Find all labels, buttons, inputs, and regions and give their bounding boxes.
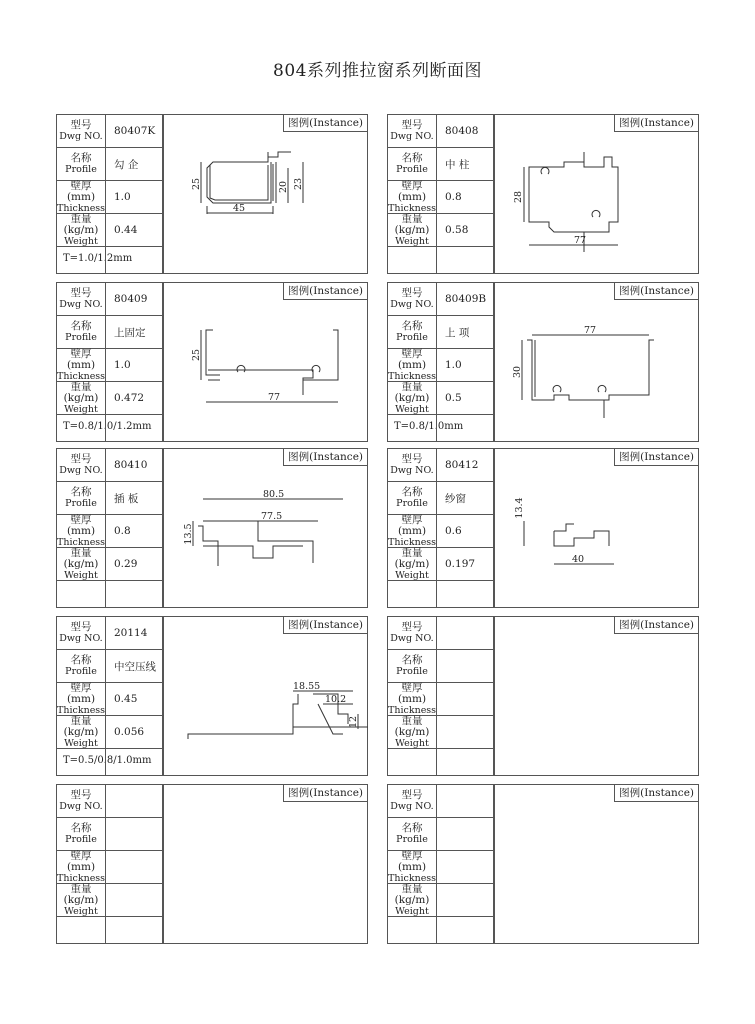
profile-label: 名称 Profile: [57, 818, 106, 851]
instance-label: 图例(Instance): [283, 283, 367, 300]
weight-label: 重量 (kg/m) Weight: [57, 382, 106, 415]
note-cell-border: [57, 917, 106, 943]
instance-label: 图例(Instance): [614, 785, 698, 802]
profile-card: [387, 616, 699, 776]
profile-card: [387, 784, 699, 944]
dwg-value: 80409: [106, 283, 163, 316]
thick-label: 壁厚 (mm) Thickness: [57, 681, 106, 716]
profile-value: 中空压线: [106, 650, 163, 683]
thickness-note: T=1.0/1.2mm: [57, 243, 163, 273]
thick-label: 壁厚 (mm) Thickness: [57, 179, 106, 214]
profile-label: 名称 Profile: [388, 482, 437, 515]
thickness-note: T=0.5/0.8/1.0mm: [57, 745, 163, 775]
profile-value: [106, 818, 163, 851]
dwg-value: [437, 617, 494, 650]
weight-value: 0.29: [106, 548, 163, 581]
dwg-value: [106, 785, 163, 818]
dimension-label: 77: [584, 325, 597, 336]
dwg-value: 80412: [437, 449, 494, 482]
thickness-note: T=0.8/1.0mm: [388, 411, 494, 441]
dwg-label: 型号 Dwg NO.: [57, 283, 106, 316]
dimension-label: 25: [191, 348, 202, 362]
profile-value: 插 板: [106, 482, 163, 515]
dimension-label: 80.5: [263, 489, 285, 500]
note-cell-border: [388, 415, 437, 441]
section-drawing: [494, 466, 699, 607]
note-cell-border: [57, 749, 106, 775]
dwg-label: 型号 Dwg NO.: [57, 785, 106, 818]
thick-value: 1.0: [106, 349, 163, 382]
thick-value: [437, 851, 494, 884]
profile-value: [437, 818, 494, 851]
profile-value: 上 项: [437, 316, 494, 349]
thick-label: 壁厚 (mm) Thickness: [388, 179, 437, 214]
profile-label: 名称 Profile: [57, 316, 106, 349]
dwg-label: 型号 Dwg NO.: [388, 449, 437, 482]
note-cell-border: [388, 917, 437, 943]
dimension-label: 18.55: [293, 681, 321, 692]
profile-label: 名称 Profile: [57, 148, 106, 181]
weight-value: 0.056: [106, 716, 163, 749]
profile-label: 名称 Profile: [57, 482, 106, 515]
weight-value: 0.5: [437, 382, 494, 415]
weight-value: 0.44: [106, 214, 163, 247]
dwg-label: 型号 Dwg NO.: [388, 785, 437, 818]
profile-card: [56, 114, 368, 274]
dimension-label: 30: [512, 365, 523, 379]
dimension-label: 20: [278, 180, 289, 194]
instance-label: 图例(Instance): [614, 115, 698, 132]
dwg-label: 型号 Dwg NO.: [57, 449, 106, 482]
weight-value: 0.197: [437, 548, 494, 581]
thickness-note: T=0.8/1.0/1.2mm: [57, 411, 163, 441]
profile-card: [387, 448, 699, 608]
profile-card: [56, 282, 368, 442]
weight-label: 重量 (kg/m) Weight: [388, 548, 437, 581]
profile-card: [387, 114, 699, 274]
dwg-label: 型号 Dwg NO.: [57, 617, 106, 650]
section-drawing: [163, 300, 368, 441]
instance-label: 图例(Instance): [283, 449, 367, 466]
dwg-value: 80407K: [106, 115, 163, 148]
dwg-value: 80409B: [437, 283, 494, 316]
thick-label: 壁厚 (mm) Thickness: [388, 513, 437, 548]
note-cell-border: [57, 247, 106, 273]
note-cell-border: [388, 581, 437, 607]
dimension-label: 25: [191, 177, 202, 191]
weight-label: 重量 (kg/m) Weight: [388, 382, 437, 415]
instance-label: 图例(Instance): [283, 115, 367, 132]
thick-label: 壁厚 (mm) Thickness: [57, 513, 106, 548]
dwg-label: 型号 Dwg NO.: [388, 617, 437, 650]
profile-label: 名称 Profile: [388, 650, 437, 683]
profile-value: 纱窗: [437, 482, 494, 515]
dimension-label: 45: [233, 203, 246, 214]
thick-value: 1.0: [437, 349, 494, 382]
dimension-label: 13.5: [183, 523, 194, 545]
dimension-label: 13.4: [514, 497, 525, 519]
dwg-value: 80408: [437, 115, 494, 148]
weight-label: 重量 (kg/m) Weight: [388, 214, 437, 247]
profile-card: [387, 282, 699, 442]
dwg-value: 20114: [106, 617, 163, 650]
weight-value: 0.472: [106, 382, 163, 415]
dwg-value: 80410: [106, 449, 163, 482]
instance-label: 图例(Instance): [614, 617, 698, 634]
profile-value: [437, 650, 494, 683]
profile-label: 名称 Profile: [388, 316, 437, 349]
instance-label: 图例(Instance): [614, 283, 698, 300]
note-cell-border: [57, 581, 106, 607]
weight-label: 重量 (kg/m) Weight: [57, 716, 106, 749]
thick-value: 1.0: [106, 181, 163, 214]
section-drawing: [494, 132, 699, 273]
dimension-label: 40: [572, 554, 585, 565]
instance-label: 图例(Instance): [283, 617, 367, 634]
instance-label: 图例(Instance): [283, 785, 367, 802]
note-cell-border: [57, 415, 106, 441]
weight-label: 重量 (kg/m) Weight: [57, 214, 106, 247]
thick-label: 壁厚 (mm) Thickness: [57, 347, 106, 382]
weight-label: 重量 (kg/m) Weight: [388, 716, 437, 749]
profile-value: 上固定: [106, 316, 163, 349]
weight-label: 重量 (kg/m) Weight: [57, 548, 106, 581]
dwg-label: 型号 Dwg NO.: [388, 115, 437, 148]
weight-value: 0.58: [437, 214, 494, 247]
dwg-label: 型号 Dwg NO.: [57, 115, 106, 148]
profile-value: 中 柱: [437, 148, 494, 181]
thick-value: [106, 851, 163, 884]
thick-label: 壁厚 (mm) Thickness: [57, 849, 106, 884]
divider: [494, 785, 495, 943]
dwg-value: [437, 785, 494, 818]
thick-value: 0.8: [437, 181, 494, 214]
profile-value: 勾 企: [106, 148, 163, 181]
dwg-label: 型号 Dwg NO.: [388, 283, 437, 316]
divider: [494, 617, 495, 775]
note-cell-border: [388, 749, 437, 775]
profile-label: 名称 Profile: [57, 650, 106, 683]
profile-card: [56, 448, 368, 608]
instance-label: 图例(Instance): [614, 449, 698, 466]
section-drawing: [163, 132, 368, 273]
profile-label: 名称 Profile: [388, 148, 437, 181]
thick-value: 0.6: [437, 515, 494, 548]
dimension-label: 12: [348, 715, 359, 729]
profile-card: [56, 616, 368, 776]
dimension-label: 23: [293, 177, 304, 191]
dimension-label: 77: [268, 392, 281, 403]
weight-label: 重量 (kg/m) Weight: [388, 884, 437, 917]
dimension-label: 77.5: [261, 511, 283, 522]
dimension-label: 77: [574, 235, 587, 246]
section-drawing: [163, 634, 368, 775]
section-drawing: [494, 300, 699, 441]
divider: [163, 785, 164, 943]
profile-label: 名称 Profile: [388, 818, 437, 851]
thick-value: 0.8: [106, 515, 163, 548]
thick-value: 0.45: [106, 683, 163, 716]
section-drawing: [163, 466, 368, 607]
dimension-label: 10.2: [325, 694, 347, 705]
dimension-label: 28: [513, 190, 524, 204]
note-cell-border: [388, 247, 437, 273]
weight-label: 重量 (kg/m) Weight: [57, 884, 106, 917]
thick-value: [437, 683, 494, 716]
profile-card: [56, 784, 368, 944]
page-title: 804系列推拉窗系列断面图: [273, 61, 482, 81]
thick-label: 壁厚 (mm) Thickness: [388, 849, 437, 884]
thick-label: 壁厚 (mm) Thickness: [388, 347, 437, 382]
thick-label: 壁厚 (mm) Thickness: [388, 681, 437, 716]
